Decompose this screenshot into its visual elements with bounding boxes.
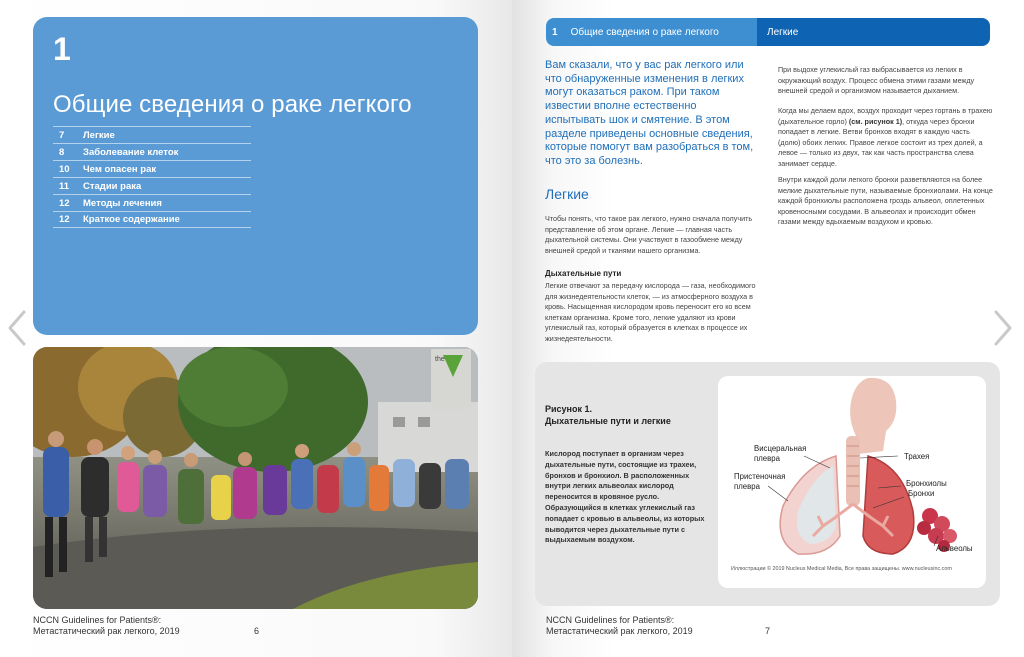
footer: NCCN Guidelines for Patients®: Метастатический рак легкого, 2019 [33,615,180,636]
footer: NCCN Guidelines for Patients®: Метастатический рак легкого, 2019 [546,615,693,636]
label-bronchioles: Бронхиолы [906,479,947,488]
section-header-bar [546,18,990,46]
toc-item[interactable]: 12 Методы лечения [53,194,251,211]
label-bronchi: Бронхи [908,489,935,498]
sign-text: the [435,356,445,363]
header-chapter: 1 Общие сведения о раке легкого [546,18,757,46]
illustration-credit: Иллюстрации © 2019 Nucleus Medical Media, Все права защищены. www.nucleusinc.com [731,566,952,572]
chapter-title: Общие сведения о раке легкого [53,91,412,118]
subheading: Дыхательные пути [545,269,622,278]
header-section: Легкие [757,18,990,46]
label-parietal-pleura: Пристеночная плевра [734,472,786,491]
table-of-contents [53,126,251,228]
race-photo [33,347,478,609]
chevron-left-icon[interactable] [6,308,28,348]
chevron-right-icon[interactable] [992,308,1014,348]
paragraph: Внутри каждой доли легкого бронхи разветвляются на более мелкие дыхательные пути, называемые бронхиолами. На конце каждой бронхиолы расположена гроздь альвеол, оплетенных кровеносными сосудами. В альвеолах и происходит обмен газами между вдыхаемым воздухом и кровью. [778,175,993,227]
paragraph: При выдохе углекислый газ выбрасывается из легких в окружающий воздух. Процесс обмена этими газами между внешней средой и организмом называется дыханием. [778,65,975,96]
figure-title: Рисунок 1. Дыхательные пути и легкие [545,404,671,426]
figure-reference[interactable]: (см. рисунок 1) [848,116,903,126]
toc-item[interactable]: 7 Легкие [53,126,251,143]
chapter-number: 1 [53,31,71,67]
toc-item[interactable]: 12 Краткое содержание [53,211,251,228]
figure-description: Кислород поступает в организм через дыхательные пути, состоящие из трахеи, бронхов и бронхиол. В расположенных внутри легких альвеолах кислород переносится в кровяное русло. Образующийся в клетках углекислый газ попадает с кровью в альвеолы, из которых выводится через дыхательные пути с выдыхаемым воздухом. [545,449,705,545]
paragraph: Легкие отвечают за передачу кислорода — газа, необходимого для жизнедеятельности клеток, — из атмосферного воздуха в кровь. Насыщенная кислородом кровь переносит его ко всем клеткам организма. Кроме того, легкие удаляют из крови углекислый газ, который образуется в клетках в процессе их жизнедеятельности. [545,281,756,343]
paragraph: Чтобы понять, что такое рак легкого, нужно сначала получить представление об этом органе. Легкие — главная часть дыхательной системы. Они участвуют в газообмене между внешней средой и тканями нашего организма. [545,214,753,255]
label-trachea: Трахея [904,452,930,461]
page-number: 6 [254,626,260,636]
paragraph: Когда мы делаем вдох, воздух проходит через гортань в трахею (дыхательное горло) (см. рисунок 1), откуда через бронхи попадает в легкие. Ветви бронхов входят в каждую часть (долю) обоих легких. Правое легкое состоит из трех долей, а левое — только из двух, так как часть пространства слева занимает сердце. [778,106,993,168]
chapter-card [33,17,478,335]
label-alveoli: Альвеолы [936,544,973,553]
toc-item[interactable]: 10 Чем опасен рак [53,160,251,177]
section-title: Легкие [545,186,589,202]
toc-item[interactable]: 8 Заболевание клеток [53,143,251,160]
runners-illustration [33,347,478,609]
toc-item[interactable]: 11 Стадии рака [53,177,251,194]
intro-text: Вам сказали, что у вас рак легкого или что обнаруженные изменения в легких могут оказаться раком. При таком известии вполне естественно испытывать шок и смятение. В этом разделе приведены основные сведения, которые помогут вам разобраться в том, что это за болезнь. [545,59,754,167]
figure-image-card [718,376,986,588]
page-number: 7 [765,626,771,636]
label-visceral-pleura: Висцеральная плевра [754,444,807,463]
